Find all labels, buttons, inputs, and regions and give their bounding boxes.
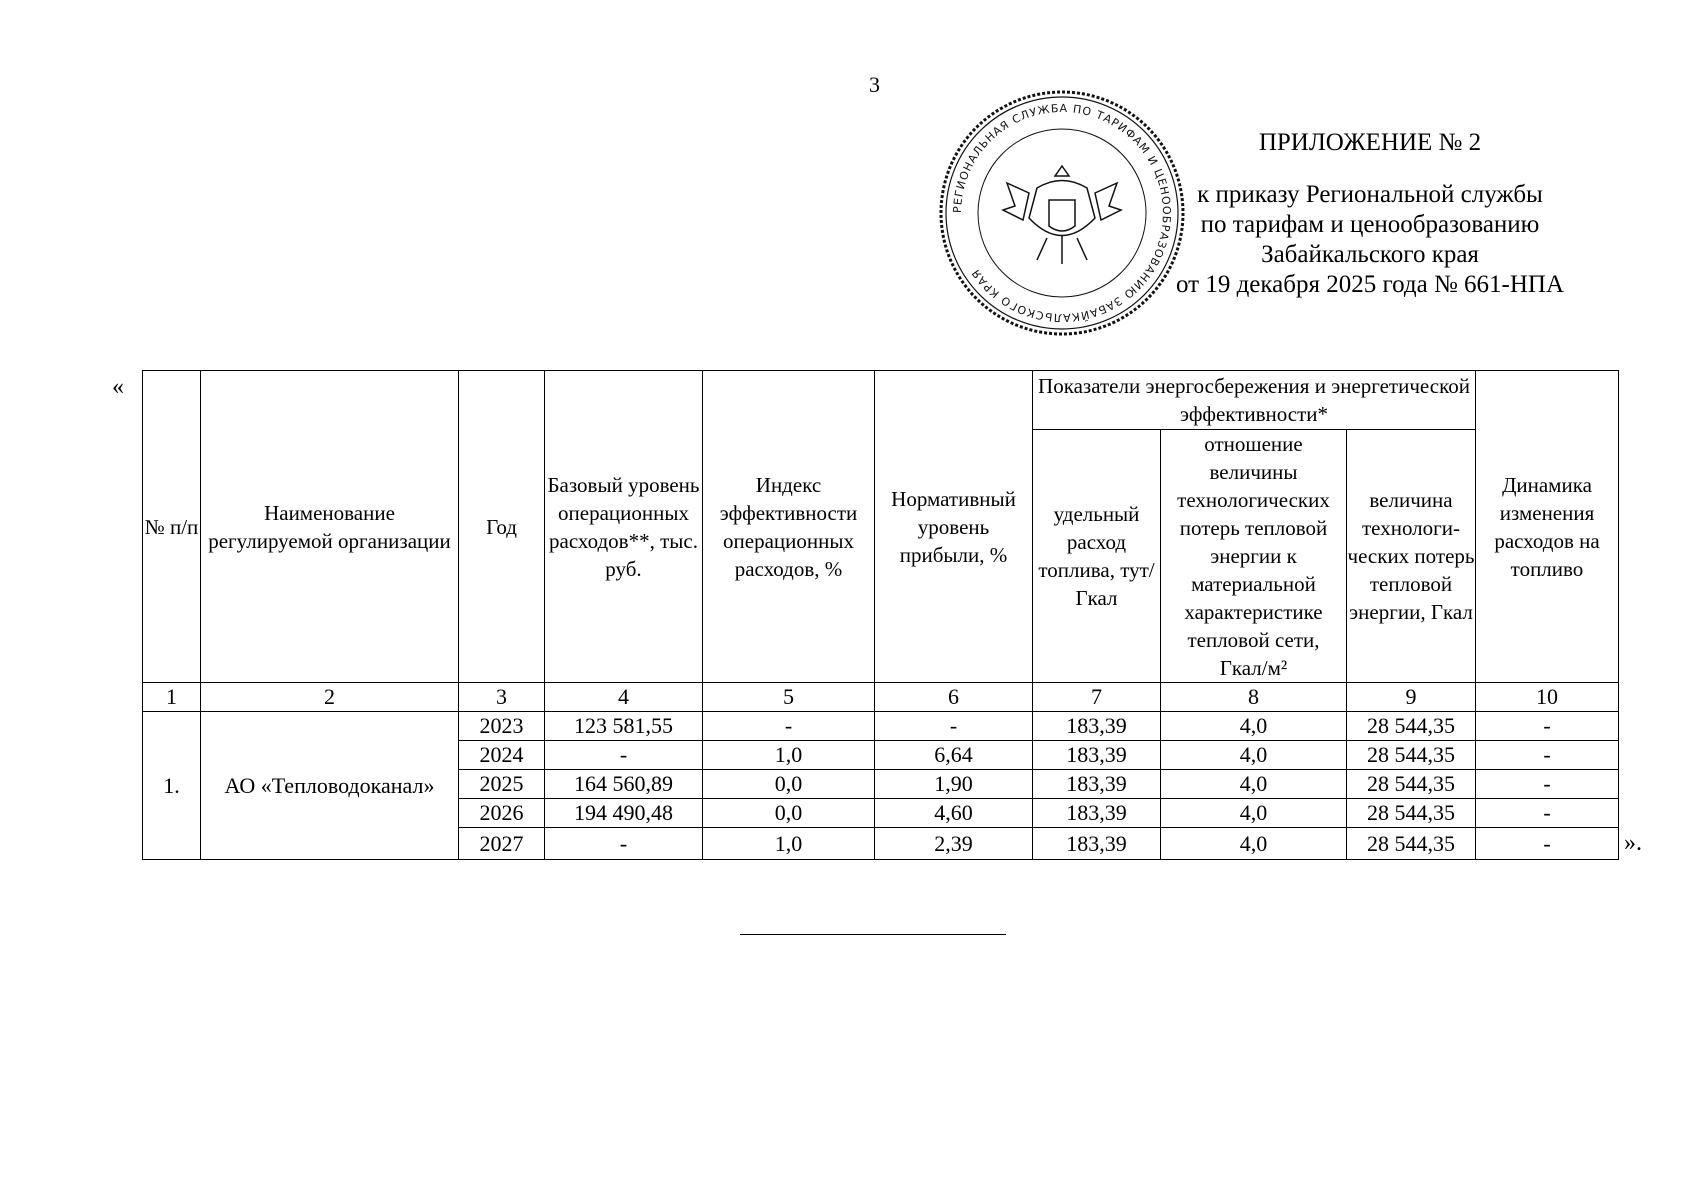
opening-quote: « <box>112 374 124 400</box>
table-row <box>143 712 1619 741</box>
cell-losses: 28 544,35 <box>1347 712 1476 741</box>
cell-profit: 1,90 <box>875 770 1033 799</box>
column-number-row <box>143 683 1619 712</box>
header-loss-ratio: отношение величины технологических потерь тепловой энергии к материальной характеристике тепловой сети, Гкал/м² <box>1161 430 1347 683</box>
coat-of-arms-emblem <box>1003 166 1121 264</box>
cell-year: 2024 <box>459 741 545 770</box>
header-efficiency-index: Индекс эффективности операционных расходов, % <box>703 371 875 683</box>
cell-profit: - <box>875 712 1033 741</box>
header-org: Наименование регулируемой организации <box>201 371 459 683</box>
cell-dynamics: - <box>1476 712 1619 741</box>
stamp-text: РЕГИОНАЛЬНАЯ СЛУЖБА ПО ТАРИФАМ И ЦЕНООБРАЗОВАНИЮ ЗАБАЙКАЛЬСКОГО КРАЯ <box>950 101 1174 325</box>
cell-ratio: 4,0 <box>1161 799 1347 828</box>
cell-ratio: 4,0 <box>1161 828 1347 860</box>
cell-index: 1,0 <box>703 828 875 860</box>
header-energy-group: Показатели энергосбережения и энергетической эффективности* <box>1033 371 1476 430</box>
cell-index: - <box>703 712 875 741</box>
svg-text:РЕГИОНАЛЬНАЯ СЛУЖБА ПО ТАРИФАМ <box>951 102 1173 324</box>
cell-base: 194 490,48 <box>545 799 703 828</box>
footer-separator-line <box>740 934 1006 935</box>
cell-fuel: 183,39 <box>1033 712 1161 741</box>
cell-losses: 28 544,35 <box>1347 799 1476 828</box>
header-heat-losses: величина технологи-ческих потерь тепловой энергии, Гкал <box>1347 430 1476 683</box>
cell-year: 2025 <box>459 770 545 799</box>
appendix-title: ПРИЛОЖЕНИЕ № 2 <box>1258 129 1482 156</box>
cell-dynamics: - <box>1476 770 1619 799</box>
closing-quote: ». <box>1624 830 1642 856</box>
cell-losses: 28 544,35 <box>1347 770 1476 799</box>
cell-profit: 2,39 <box>875 828 1033 860</box>
column-number: 2 <box>201 683 459 712</box>
appendix-line-2: по тарифам и ценообразованию <box>1200 211 1540 238</box>
cell-fuel: 183,39 <box>1033 828 1161 860</box>
column-number: 7 <box>1033 683 1161 712</box>
column-number: 1 <box>143 683 201 712</box>
header-num: № п/п <box>143 371 201 683</box>
cell-base: - <box>545 828 703 860</box>
cell-fuel: 183,39 <box>1033 799 1161 828</box>
cell-year: 2026 <box>459 799 545 828</box>
appendix-line-3: Забайкальского края <box>1261 241 1479 268</box>
cell-index: 0,0 <box>703 770 875 799</box>
column-number: 10 <box>1476 683 1619 712</box>
cell-dynamics: - <box>1476 741 1619 770</box>
header-profit-level: Нормативный уровень прибыли, % <box>875 371 1033 683</box>
cell-fuel: 183,39 <box>1033 770 1161 799</box>
org-number: 1. <box>143 712 201 860</box>
cell-ratio: 4,0 <box>1161 770 1347 799</box>
header-fuel-dynamics: Динамика изменения расходов на топливо <box>1476 371 1619 683</box>
cell-base: 164 560,89 <box>545 770 703 799</box>
column-number: 3 <box>459 683 545 712</box>
appendix-header <box>1160 128 1580 300</box>
cell-profit: 4,60 <box>875 799 1033 828</box>
cell-year: 2023 <box>459 712 545 741</box>
column-number: 4 <box>545 683 703 712</box>
official-seal-stamp <box>937 88 1187 338</box>
cell-profit: 6,64 <box>875 741 1033 770</box>
cell-base: 123 581,55 <box>545 712 703 741</box>
column-number: 6 <box>875 683 1033 712</box>
org-name: АО «Тепловодоканал» <box>201 712 459 860</box>
header-row <box>143 371 1619 430</box>
appendix-line-1: к приказу Региональной службы <box>1197 181 1543 208</box>
cell-index: 0,0 <box>703 799 875 828</box>
cell-fuel: 183,39 <box>1033 741 1161 770</box>
cell-index: 1,0 <box>703 741 875 770</box>
tariff-table <box>142 370 1619 860</box>
cell-base: - <box>545 741 703 770</box>
cell-dynamics: - <box>1476 828 1619 860</box>
appendix-line-4: от 19 декабря 2025 года № 661-НПА <box>1175 271 1565 298</box>
column-number: 5 <box>703 683 875 712</box>
cell-year: 2027 <box>459 828 545 860</box>
cell-ratio: 4,0 <box>1161 712 1347 741</box>
page-number: 3 <box>869 72 880 97</box>
cell-losses: 28 544,35 <box>1347 741 1476 770</box>
cell-losses: 28 544,35 <box>1347 828 1476 860</box>
header-fuel-consumption: удельный расход топлива, тут/Гкал <box>1033 430 1161 683</box>
column-number: 9 <box>1347 683 1476 712</box>
column-number: 8 <box>1161 683 1347 712</box>
cell-dynamics: - <box>1476 799 1619 828</box>
cell-ratio: 4,0 <box>1161 741 1347 770</box>
header-base-costs: Базовый уровень операционных расходов**, тыс. руб. <box>545 371 703 683</box>
header-year: Год <box>459 371 545 683</box>
